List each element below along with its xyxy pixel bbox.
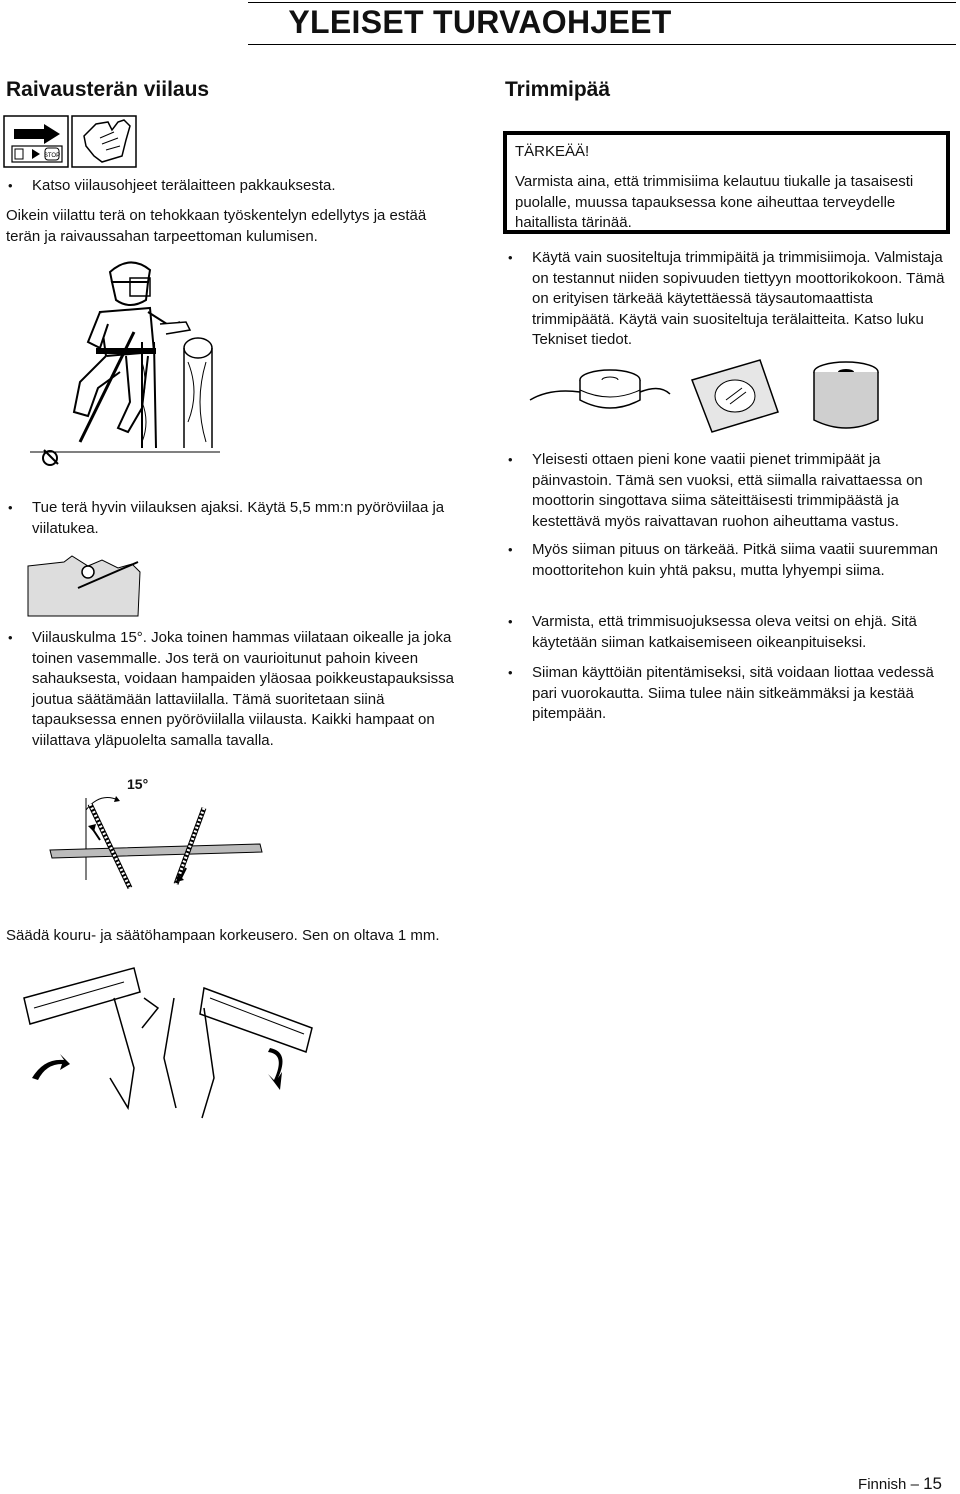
illustration-worker-sawing-tree [30,252,230,472]
illustration-filing-angle [40,780,270,890]
warning-box [503,131,950,234]
trimmer-line-package [692,360,778,432]
illustration-trimmer-products [530,360,890,432]
svg-text:STOP: STOP [43,153,61,159]
arrow-symbol-icon [4,116,68,167]
bullet-small-machine: • Yleisesti ottaen pieni kone vaatii pienet trimmipäät ja päinvastoin. Tämä sen vuoksi, että siimalla raivattaessa on moottorin singottava siima säteittäisesti trimmipäästä ja kestettävä myös raivattavan ruohon aiheuttama vastus. [506,450,960,532]
bullet-support-blade: • Tue terä hyvin viilauksen ajaksi. Käytä 5,5 mm:n pyöröviilaa ja viilatukea. [6,498,472,539]
warning-title: TÄRKEÄÄ! [515,143,590,160]
warning-text: Varmista aina, että trimmisiima kelautuu tiukalle ja tasaisesti puolalle, muussa tapauksessa kone aiheuttaa terveydelle haitallista tärinää. [515,173,914,231]
illustration-depth-gauge [24,968,314,1118]
protective-symbols [4,116,136,168]
glove-icon [72,116,136,167]
bullet-cutting-knife: • Varmista, että trimmisuojuksessa oleva veitsi on ehjä. Sitä käytetään siiman katkaisemiseen oikeanpituiseksi. [506,612,960,653]
illustration-file-on-blade [28,556,146,618]
page-title: YLEISET TURVAOHJEET [288,4,672,40]
bullet-filing-angle: • Viilauskulma 15°. Joka toinen hammas viilataan oikealle ja joka toinen vasemmalle. Jos terä on vaurioitunut pahoin kiveen sahauksesta, voidaan hampaiden yläosaa poikkeustapauksissa joutua säätämään lattaviilalla. Tämä suoritetaan siinä tapauksessa ennen pyöröviilalla viilausta. Kaikki hampaat on viilattava yläpuolelta samalla tavalla. [6,628,472,751]
footer-dash: – [910,1476,919,1493]
angle-label: 15° [127,776,149,792]
page-footer [858,1474,942,1494]
bullet-recommended-heads: • Käytä vain suositeltuja trimmipäitä ja trimmisiimoja. Valmistaja on testannut niiden sopivuuden tiettyyn moottorikokoon. Tämä on erityisen tärkeää käytettäessä täysautomaattista trimmipäätä. Käytä vain suositeltuja terälaitteita. Katso luku Tekniset tiedot. [506,248,952,351]
title-rule-top [248,2,956,3]
trimmer-head [530,370,670,408]
trimmer-line-spool [814,362,878,428]
section-heading-blade-filing: Raivausterän viilaus [6,78,210,101]
section-heading-trimmer-head: Trimmipää [505,78,611,101]
footer-language: Finnish [858,1476,907,1493]
stop-switch-icon [44,148,60,160]
bullet-filing-instructions: • Katso viilausohjeet terälaitteen pakkauksesta. [6,176,472,197]
bullet-soak-line: • Siiman käyttöiän pitentämiseksi, sitä voidaan liottaa vedessä pari vuorokautta. Siima tulee näin sitkeämmäksi ja kestää pitempään. [506,663,952,725]
paragraph-height-difference: Säädä kouru- ja säätöhampaan korkeusero. Sen on oltava 1 mm. [6,927,440,944]
page-number: 15 [923,1474,942,1493]
paragraph-sharp-blade: Oikein viilattu terä on tehokkaan työskentelyn edellytys ja estää terän ja raivaussahan tarpeettoman kulumisen. [6,207,427,245]
bullet-line-length: • Myös siiman pituus on tärkeää. Pitkä siima vaatii suuremman moottoritehon kuin yhtä paksu, mutta lyhyempi siima. [506,540,942,581]
title-rule-bottom [248,44,956,45]
